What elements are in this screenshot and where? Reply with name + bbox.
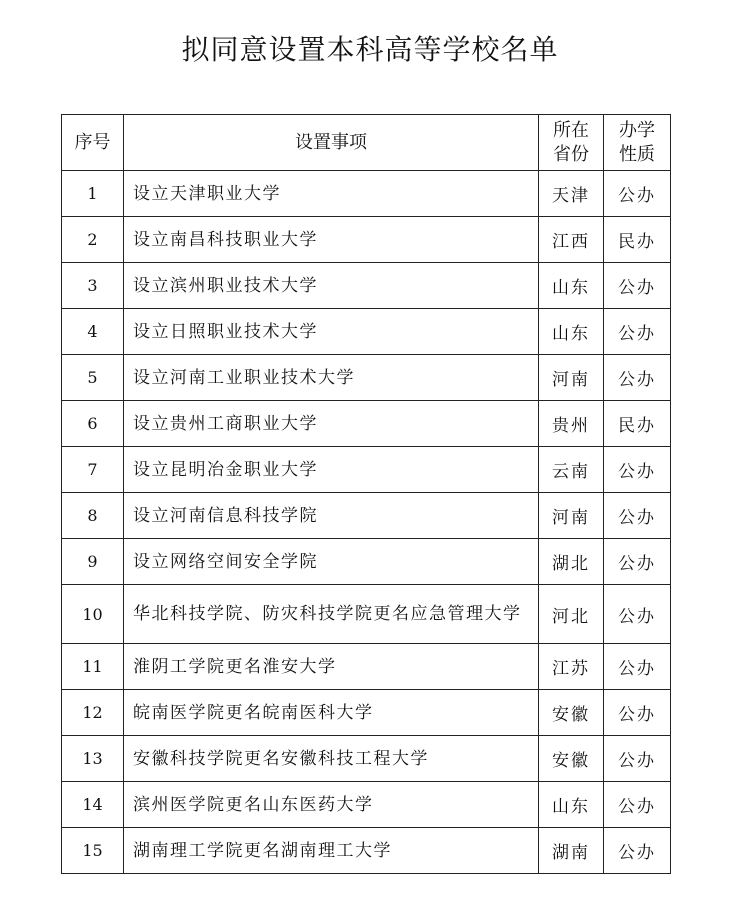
row-item: 设立河南工业职业技术大学 [124, 355, 539, 401]
row-no: 6 [62, 401, 124, 447]
header-no: 序号 [62, 115, 124, 171]
row-item: 设立河南信息科技学院 [124, 493, 539, 539]
table-row [62, 447, 671, 493]
row-nature: 公办 [604, 447, 671, 493]
row-nature: 公办 [604, 171, 671, 217]
row-province: 山东 [539, 263, 604, 309]
table-row [62, 355, 671, 401]
row-no: 3 [62, 263, 124, 309]
table-row [62, 539, 671, 585]
row-nature: 公办 [604, 263, 671, 309]
table-row [62, 782, 671, 828]
header-province-line1: 所在 [553, 119, 589, 141]
row-nature: 公办 [604, 355, 671, 401]
row-item: 设立南昌科技职业大学 [124, 217, 539, 263]
row-province: 贵州 [539, 401, 604, 447]
table-row [62, 736, 671, 782]
row-province: 湖北 [539, 539, 604, 585]
table-row [62, 585, 671, 644]
table-row [62, 217, 671, 263]
school-list-table [61, 114, 671, 874]
table-row [62, 263, 671, 309]
table-row [62, 644, 671, 690]
row-no: 14 [62, 782, 124, 828]
row-no: 11 [62, 644, 124, 690]
row-item: 设立滨州职业技术大学 [124, 263, 539, 309]
row-province: 湖南 [539, 828, 604, 874]
row-province: 天津 [539, 171, 604, 217]
row-item: 设立天津职业大学 [124, 171, 539, 217]
row-nature: 公办 [604, 585, 671, 644]
table-row [62, 690, 671, 736]
row-province: 山东 [539, 309, 604, 355]
row-nature: 民办 [604, 217, 671, 263]
row-item: 淮阴工学院更名淮安大学 [124, 644, 539, 690]
page-title: 拟同意设置本科高等学校名单 [181, 33, 559, 66]
row-nature: 公办 [604, 690, 671, 736]
row-no: 15 [62, 828, 124, 874]
row-no: 4 [62, 309, 124, 355]
header-province-line2: 省份 [553, 143, 589, 165]
row-no: 8 [62, 493, 124, 539]
row-no: 7 [62, 447, 124, 493]
row-item: 设立网络空间安全学院 [124, 539, 539, 585]
header-nature [604, 115, 671, 171]
row-item: 皖南医学院更名皖南医科大学 [124, 690, 539, 736]
row-province: 云南 [539, 447, 604, 493]
row-no: 13 [62, 736, 124, 782]
row-no: 2 [62, 217, 124, 263]
header-nature-line2: 性质 [619, 143, 655, 165]
row-province: 河北 [539, 585, 604, 644]
header-province [539, 115, 604, 171]
row-item: 华北科技学院、防灾科技学院更名应急管理大学 [124, 585, 539, 644]
row-nature: 公办 [604, 828, 671, 874]
row-nature: 公办 [604, 782, 671, 828]
row-nature: 公办 [604, 493, 671, 539]
table-row [62, 828, 671, 874]
table-row [62, 171, 671, 217]
row-province: 安徽 [539, 690, 604, 736]
row-nature: 民办 [604, 401, 671, 447]
row-no: 12 [62, 690, 124, 736]
row-province: 山东 [539, 782, 604, 828]
row-item: 湖南理工学院更名湖南理工大学 [124, 828, 539, 874]
row-province: 江西 [539, 217, 604, 263]
header-item: 设置事项 [124, 115, 539, 171]
row-province: 河南 [539, 355, 604, 401]
row-province: 安徽 [539, 736, 604, 782]
row-item: 安徽科技学院更名安徽科技工程大学 [124, 736, 539, 782]
table-row [62, 401, 671, 447]
row-nature: 公办 [604, 736, 671, 782]
table-row [62, 493, 671, 539]
row-item: 设立昆明冶金职业大学 [124, 447, 539, 493]
row-item: 滨州医学院更名山东医药大学 [124, 782, 539, 828]
row-province: 江苏 [539, 644, 604, 690]
row-no: 10 [62, 585, 124, 644]
row-no: 9 [62, 539, 124, 585]
row-no: 1 [62, 171, 124, 217]
row-no: 5 [62, 355, 124, 401]
row-item: 设立日照职业技术大学 [124, 309, 539, 355]
row-item: 设立贵州工商职业大学 [124, 401, 539, 447]
row-province: 河南 [539, 493, 604, 539]
row-nature: 公办 [604, 309, 671, 355]
table-row [62, 309, 671, 355]
row-nature: 公办 [604, 539, 671, 585]
table-header-row [62, 115, 671, 171]
header-nature-line1: 办学 [619, 119, 655, 141]
row-nature: 公办 [604, 644, 671, 690]
